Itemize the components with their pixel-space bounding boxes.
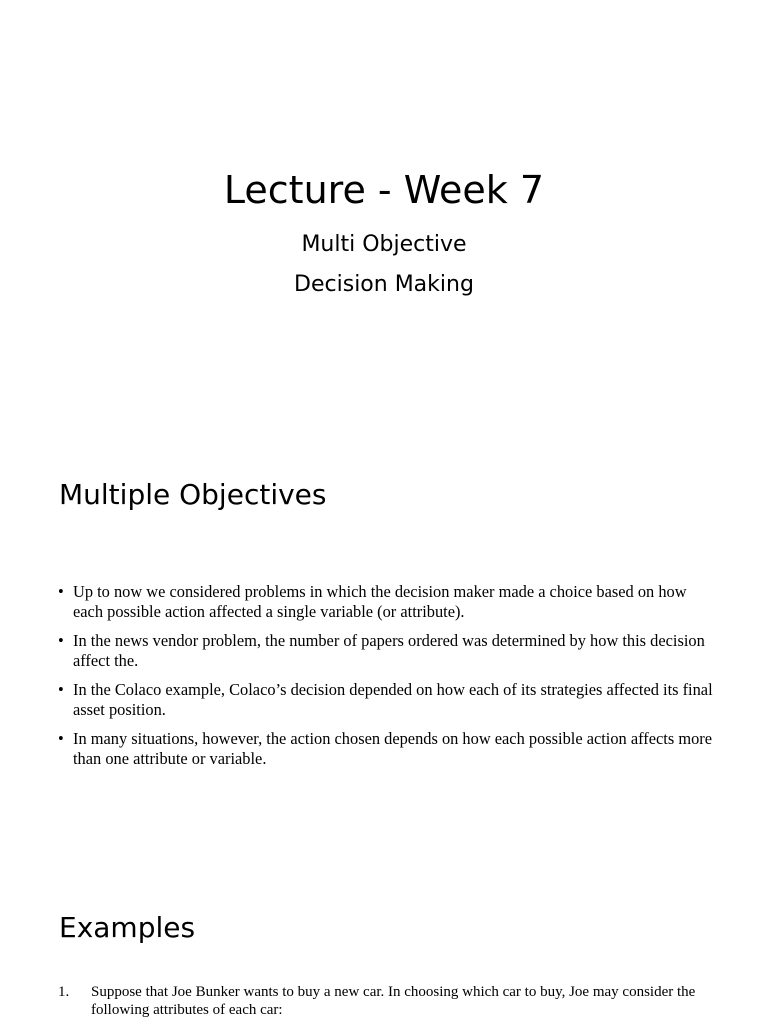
slide-title: Lecture - Week 7 — [223, 168, 545, 212]
bullet-list — [58, 582, 718, 778]
bullet-text: In the Colaco example, Colaco’s decision depended on how each of its strategies affected its final asset position. — [73, 680, 713, 719]
bullet-icon: • — [58, 729, 64, 748]
numbered-list — [58, 983, 718, 1019]
numbered-item-text: Suppose that Joe Bunker wants to buy a new car. In choosing which car to buy, Joe may consider the following attributes of each car: — [91, 984, 696, 1018]
bullet-text: Up to now we considered problems in which the decision maker made a choice based on how each possible action affected a single variable (or attribute). — [73, 582, 687, 621]
bullet-item — [58, 680, 718, 720]
bullet-item — [58, 582, 718, 622]
bullet-text: In the news vendor problem, the number of papers ordered was determined by how this decision affect the. — [73, 631, 705, 670]
slide-subtitle — [0, 225, 768, 305]
bullet-text: In many situations, however, the action chosen depends on how each possible action affects more than one attribute or variable. — [73, 729, 713, 768]
bullet-icon: • — [58, 680, 64, 699]
bullet-item — [58, 729, 718, 769]
numbered-item — [58, 983, 718, 1019]
bullet-item — [58, 631, 718, 671]
list-number: 1. — [58, 984, 70, 1000]
bullet-icon: • — [58, 631, 64, 650]
section-heading-examples: Examples — [59, 911, 196, 944]
subtitle-line-2: Decision Making — [294, 272, 474, 297]
subtitle-line-1: Multi Objective — [301, 232, 467, 257]
section-heading-multiple-objectives: Multiple Objectives — [59, 478, 327, 511]
bullet-icon: • — [58, 582, 64, 601]
